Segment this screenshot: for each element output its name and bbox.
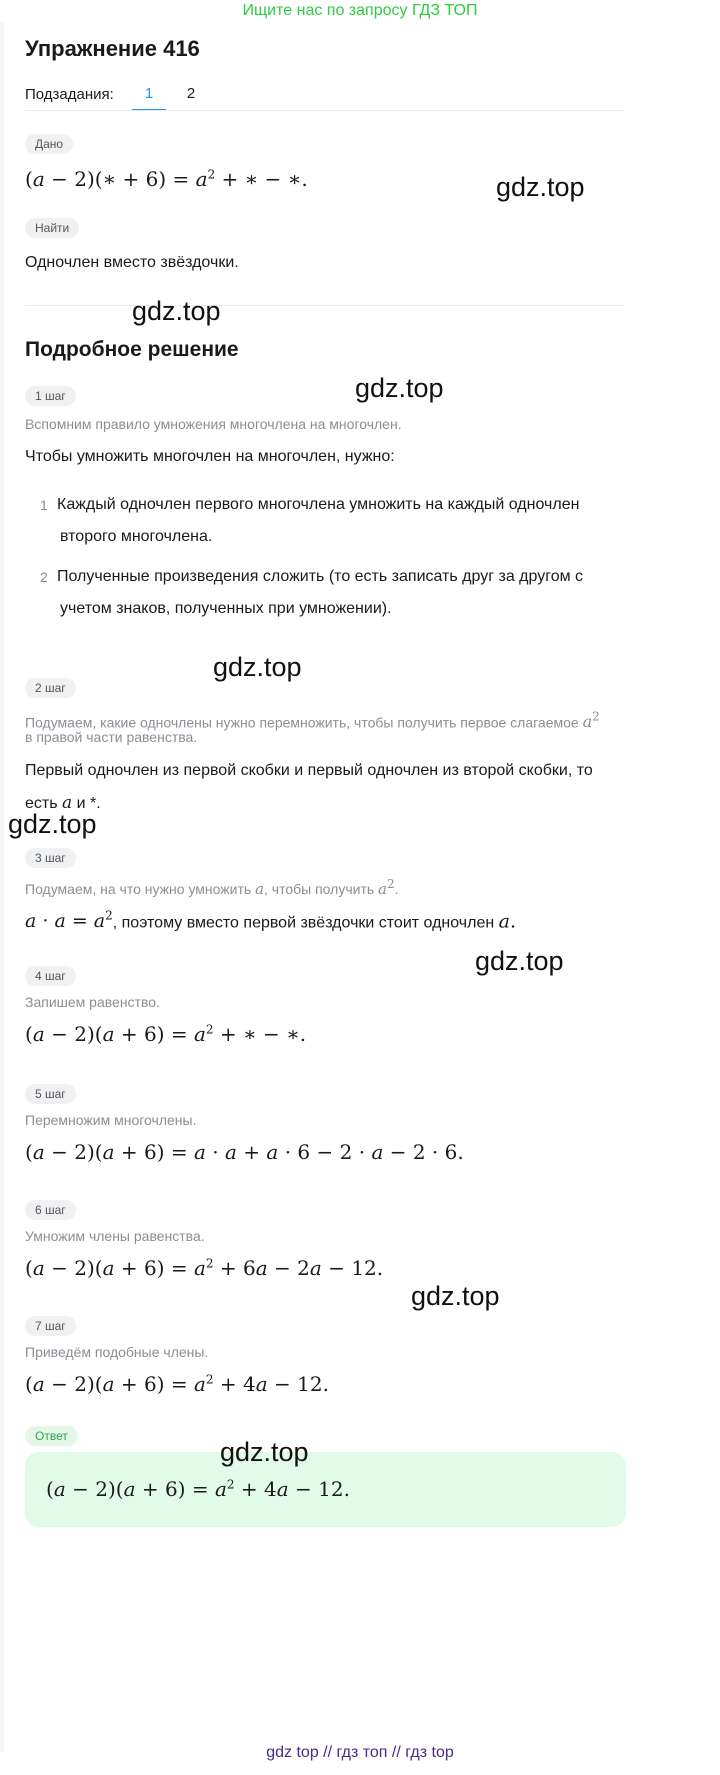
step-3-hint-text: , чтобы получить: [264, 881, 375, 897]
step-2-text-part: и *.: [76, 795, 101, 812]
step-4-badge: 4 шаг: [25, 966, 76, 986]
step-3-hint-text: Подумаем, на что нужно умножить: [25, 881, 252, 897]
step-3-math: $a \cdot a = a^2$: [25, 909, 113, 933]
step-2-text-part: есть: [25, 795, 58, 812]
step-3-text-part: , поэтому вместо первой звёздочки стоит одночлен: [112, 914, 495, 932]
step-7-hint: Приведём подобные члены.: [25, 1344, 209, 1360]
step-3-hint-math: $a^2$: [378, 877, 395, 898]
step-2-hint-math: $a^2$: [582, 710, 600, 732]
watermark: gdz.top: [220, 1437, 309, 1467]
subtasks-label: Подзадания:: [25, 86, 114, 103]
step-6-equation: $(a - 2)(a + 6) = a^2 + 6a - 2a - 12$.: [25, 1256, 384, 1280]
watermark: gdz.top: [355, 373, 444, 403]
list-item-text: Каждый одночлен первого многочлена умножить на каждый одночлен: [57, 496, 580, 513]
given-badge: Дано: [25, 134, 73, 154]
list-item-text: учетом знаков, полученных при умножении).: [60, 600, 392, 617]
step-5-hint: Перемножим многочлены.: [25, 1112, 197, 1128]
answer-badge: Ответ: [25, 1426, 78, 1446]
step-5-badge: 5 шаг: [25, 1084, 76, 1104]
step-3-hint: Подумаем, на что нужно умножить a, чтобы получить $a^2$.: [25, 877, 399, 898]
answer-box: [25, 1452, 626, 1527]
step-2-hint-text: Подумаем, какие одночлены нужно перемножить, чтобы получить первое слагаемое: [25, 714, 579, 731]
watermark: gdz.top: [475, 946, 564, 976]
step-7-equation: $(a - 2)(a + 6) = a^2 + 4a - 12$.: [25, 1372, 329, 1396]
step-6-hint: Умножим члены равенства.: [25, 1228, 205, 1244]
step-1-hint: Вспомним правило умножения многочлена на многочлен.: [25, 416, 402, 432]
step-7-badge: 7 шаг: [25, 1316, 76, 1336]
watermark: gdz.top: [213, 652, 302, 682]
answer-equation: $(a - 2)(a + 6) = a^2 + 4a - 12$.: [46, 1477, 350, 1501]
step-1-badge: 1 шаг: [25, 386, 76, 406]
step-2-text: Первый одночлен из первой скобки и первый одночлен из второй скобки, то: [25, 762, 593, 779]
footer-link[interactable]: gdz top: [266, 1744, 319, 1761]
footer-link[interactable]: гдз топ: [336, 1744, 388, 1761]
footer-separator: //: [323, 1744, 333, 1761]
tab-subtask-1[interactable]: 1: [132, 85, 166, 111]
find-badge: Найти: [25, 218, 79, 238]
list-item-text: второго многочлена.: [60, 528, 213, 545]
watermark: gdz.top: [8, 809, 97, 839]
list-item-number: 1: [40, 497, 48, 513]
find-text: Одночлен вместо звёздочки.: [25, 254, 239, 271]
section-divider: [25, 305, 625, 306]
step-2-hint-line2: в правой части равенства.: [25, 729, 198, 745]
step-3-hint-math: a: [255, 880, 265, 898]
footer-separator: //: [391, 1744, 401, 1761]
step-3-math: a.: [498, 910, 517, 933]
solution-title: Подробное решение: [25, 338, 239, 361]
footer-link[interactable]: гдз top: [405, 1744, 454, 1761]
step-3-badge: 3 шаг: [25, 848, 76, 868]
step-2-badge: 2 шаг: [25, 678, 76, 698]
list-item-text: Полученные произведения сложить (то есть записать друг за другом с: [57, 568, 584, 585]
exercise-card: [4, 22, 716, 1747]
promo-banner: Ищите нас по запросу ГДЗ ТОП: [242, 2, 478, 19]
step-1-text: Чтобы умножить многочлен на многочлен, нужно:: [25, 448, 395, 465]
given-equation: (a − 2)(∗ + $6) = a^2$ + ∗ − ∗.: [25, 167, 308, 191]
footer-links: [0, 1744, 720, 1762]
exercise-title: Упражнение 416: [25, 36, 200, 61]
step-6-badge: 6 шаг: [25, 1200, 76, 1220]
step-2-math: a: [62, 793, 73, 813]
watermark: gdz.top: [496, 172, 585, 202]
step-4-hint: Запишем равенство.: [25, 994, 160, 1010]
step-5-equation: (a − 2)(a + 6) = a · a + a · 6 − 2 · a − 2 · 6.: [25, 1140, 464, 1164]
list-item-number: 2: [40, 569, 48, 585]
watermark: gdz.top: [411, 1281, 500, 1311]
step-3-text: [25, 905, 516, 934]
tab-subtask-2[interactable]: 2: [186, 85, 196, 102]
watermark: gdz.top: [132, 296, 221, 326]
tabs-divider: [25, 110, 625, 111]
step-4-equation: $(a - 2)(a + 6) = a^2$ + ∗ − ∗.: [25, 1022, 307, 1046]
